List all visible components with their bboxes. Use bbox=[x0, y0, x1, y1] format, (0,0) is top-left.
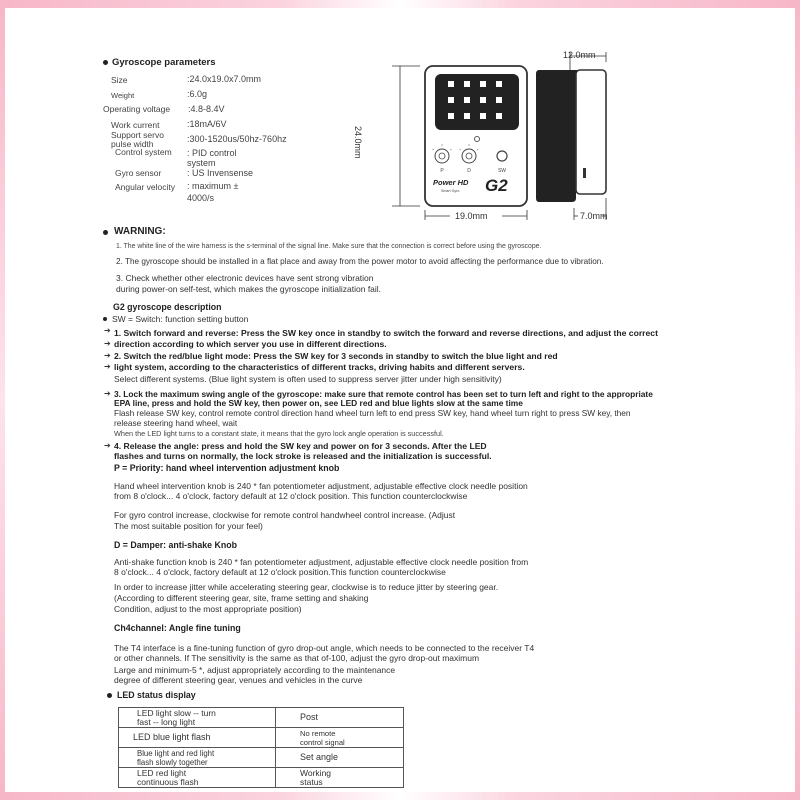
warning-item-2: 2. The gyroscope should be installed in a flat place and away from the power motor to avoid affecting the performance due to vibration. bbox=[116, 257, 604, 266]
param-value-size: :24.0x19.0x7.0mm bbox=[187, 74, 262, 84]
brand-sub: Smart Gyro bbox=[441, 189, 460, 193]
desc-item1-a: 1. Switch forward and reverse: Press the SW key once in standby to switch the forward and reverse directions, and adjust the correct bbox=[114, 328, 658, 338]
led-cell-4b: Working bbox=[300, 767, 332, 778]
desc-p-2: from 8 o'clock... 4 o'clock, factory default at 12 o'clock position. This function counterclockwise bbox=[114, 491, 468, 501]
desc-p-1: Hand wheel intervention knob is 240 * fan potentiometer adjustment, adjustable effective clock needle position bbox=[114, 481, 528, 491]
table-row bbox=[119, 748, 404, 768]
led-cell-3a: Blue light and red light bbox=[137, 748, 215, 758]
desc-d-3: In order to increase jitter while accelerating steering gear, clockwise is to reduce jitter by steering gear. bbox=[114, 582, 499, 592]
bullet-dot bbox=[103, 60, 108, 65]
led-cell-2a: LED blue light flash bbox=[133, 732, 211, 742]
bullet-dot bbox=[107, 693, 112, 698]
param-label-weight: Weight bbox=[111, 91, 135, 100]
warning-item-3-cont: during power-on self-test, which makes the gyroscope initialization fail. bbox=[116, 284, 382, 294]
bullet-dot bbox=[103, 230, 108, 235]
arrow-icon: ➔ bbox=[104, 389, 111, 398]
led-light bbox=[496, 81, 502, 87]
led-status-title: LED status display bbox=[117, 690, 196, 700]
bullet-dot bbox=[103, 317, 107, 321]
desc-d-head: D = Damper: anti-shake Knob bbox=[114, 540, 237, 550]
desc-item4-b: flashes and turns on normally, the lock stroke is released and the initialization is successful. bbox=[114, 451, 492, 461]
desc-d-1: Anti-shake function knob is 240 * fan potentiometer adjustment, adjustable effective clock needle position from bbox=[114, 557, 529, 567]
led-cell-1a: LED light slow -- turn bbox=[137, 707, 216, 718]
knob-p-label: P bbox=[440, 168, 444, 174]
dim-bottom-7mm: 7.0mm bbox=[580, 211, 608, 221]
desc-sw-head: SW = Switch: function setting button bbox=[112, 314, 249, 324]
module-side-body bbox=[536, 70, 580, 202]
led-light bbox=[464, 97, 470, 103]
led-status-table bbox=[118, 707, 404, 788]
arrow-icon: ➔ bbox=[104, 326, 111, 335]
led-light bbox=[448, 97, 454, 103]
desc-item3-b: EPA line, press and hold the SW key, then power on, see LED red and blue lights slow at the same time bbox=[114, 398, 523, 408]
param-value-weight: :6.0g bbox=[187, 89, 208, 99]
desc-title: G2 gyroscope description bbox=[113, 302, 222, 312]
desc-ch-1: The T4 interface is a fine-tuning function of gyro drop-out angle, which needs to be connected to the receiver T4 bbox=[114, 643, 535, 653]
desc-item3-e: When the LED light turns to a constant state, it means that the gyro lock angle operation is successful. bbox=[114, 429, 444, 438]
dim-top-12mm: 12.0mm bbox=[563, 50, 596, 60]
desc-ch-3: Large and minimum-5 *, adjust appropriately according to the maintenance bbox=[114, 665, 396, 675]
arrow-icon: ➔ bbox=[104, 362, 111, 371]
led-cell-1a2: fast -- long light bbox=[137, 716, 196, 727]
led-cell-3b: Set angle bbox=[300, 752, 339, 762]
led-cell-4b2: status bbox=[300, 776, 323, 787]
table-row bbox=[119, 728, 404, 748]
param-label-control: Control system bbox=[115, 147, 172, 157]
desc-p-4: The most suitable position for your feel) bbox=[114, 521, 263, 531]
led-panel bbox=[435, 74, 519, 130]
desc-d-4: (According to different steering gear, site, frame setting and shaking bbox=[114, 593, 369, 603]
led-cell-4a: LED red light bbox=[137, 767, 187, 778]
led-light bbox=[480, 113, 486, 119]
arrow-icon: ➔ bbox=[104, 339, 111, 348]
warning-title: WARNING: bbox=[114, 226, 166, 237]
param-value-angular: : maximum ± 4000/s bbox=[187, 181, 239, 203]
desc-p-3: For gyro control increase, clockwise for remote control handwheel control increase. (Adjust bbox=[114, 510, 456, 520]
brand-name: Power HD bbox=[433, 178, 469, 187]
param-label-angular: Angular velocity bbox=[115, 182, 176, 192]
led-light bbox=[464, 113, 470, 119]
led-cell-1b: Post bbox=[300, 712, 319, 722]
param-label-current: Work current bbox=[111, 120, 160, 130]
desc-item1-b: direction according to which server you use in different directions. bbox=[114, 339, 387, 349]
model-name: G2 bbox=[485, 176, 508, 195]
warning-item-3: 3. Check whether other electronic devices have sent strong vibration bbox=[116, 273, 374, 283]
led-light bbox=[448, 81, 454, 87]
desc-item2-c: Select different systems. (Blue light system is often used to suppress server jitter under high sensitivity) bbox=[114, 374, 502, 384]
led-cell-2b2: control signal bbox=[300, 737, 345, 747]
param-label-voltage: Operating voltage bbox=[103, 104, 171, 114]
warning-item-1: 1. The white line of the wire harness is the s-terminal of the signal line. Make sure that the connection is correct before using the gyroscope. bbox=[116, 243, 542, 250]
param-label-size: Size bbox=[111, 75, 128, 85]
led-light bbox=[480, 97, 486, 103]
param-value-current: :18mA/6V bbox=[187, 119, 227, 129]
led-cell-4a2: continuous flash bbox=[137, 776, 199, 787]
param-label-pulse: Support servo pulse width bbox=[111, 130, 164, 149]
table-row bbox=[119, 708, 404, 728]
led-light bbox=[448, 113, 454, 119]
led-light bbox=[480, 81, 486, 87]
desc-ch-head: Ch4channel: Angle fine tuning bbox=[114, 623, 241, 633]
param-value-voltage: :4.8-8.4V bbox=[188, 104, 225, 114]
led-light bbox=[496, 113, 502, 119]
gyro-params-title: Gyroscope parameters bbox=[112, 57, 216, 68]
dim-left-24mm: 24.0mm bbox=[353, 126, 363, 159]
dim-bottom-19mm: 19.0mm bbox=[455, 211, 488, 221]
desc-item3-d: release steering hand wheel, wait bbox=[114, 418, 238, 428]
table-row bbox=[119, 768, 404, 788]
desc-item3-c: Flash release SW key, control remote control direction hand wheel turn left to end press SW key, hand wheel turn right to press SW key, then bbox=[114, 408, 631, 418]
desc-item4-a: 4. Release the angle: press and hold the SW key and power on for 3 seconds. After the LED bbox=[114, 441, 487, 451]
param-value-pulse: :300-1520us/50hz-760hz bbox=[187, 134, 287, 144]
desc-p-head: P = Priority: hand wheel intervention adjustment knob bbox=[114, 463, 340, 473]
led-cell-2b: No remote bbox=[300, 728, 336, 738]
desc-ch-4: degree of different steering gear, venues and vehicles in the curve bbox=[114, 675, 363, 685]
gyro-dimension-diagram bbox=[380, 48, 650, 228]
desc-d-5: Condition, adjust to the most appropriate position) bbox=[114, 604, 302, 614]
knob-d-label: D bbox=[467, 168, 471, 174]
led-cell-3a2: flash slowly together bbox=[137, 757, 208, 767]
desc-item3-a: 3. Lock the maximum swing angle of the gyroscope: make sure that remote control has been set to turn left and right to the appropriate bbox=[114, 389, 653, 399]
param-value-sensor: : US Invensense bbox=[187, 168, 254, 178]
led-light bbox=[464, 81, 470, 87]
arrow-icon: ➔ bbox=[104, 441, 111, 450]
desc-item2-b: light system, according to the characteristics of different tracks, driving habits and different servers. bbox=[114, 362, 525, 372]
desc-d-2: 8 o'clock... 4 o'clock, factory default at 12 o'clock position.This function counterclockwise bbox=[114, 567, 446, 577]
arrow-icon: ➔ bbox=[104, 351, 111, 360]
sw-label: SW bbox=[497, 168, 507, 174]
desc-ch-2: or other channels. If The sensitivity is the same as that of-100, adjust the gyro drop-out maximum bbox=[114, 653, 480, 663]
led-light bbox=[496, 97, 502, 103]
desc-item2-a: 2. Switch the red/blue light mode: Press the SW key for 3 seconds in standby to switch the blue light and red bbox=[114, 351, 558, 361]
param-value-control: : PID control system bbox=[187, 148, 237, 168]
param-label-sensor: Gyro sensor bbox=[115, 168, 162, 178]
